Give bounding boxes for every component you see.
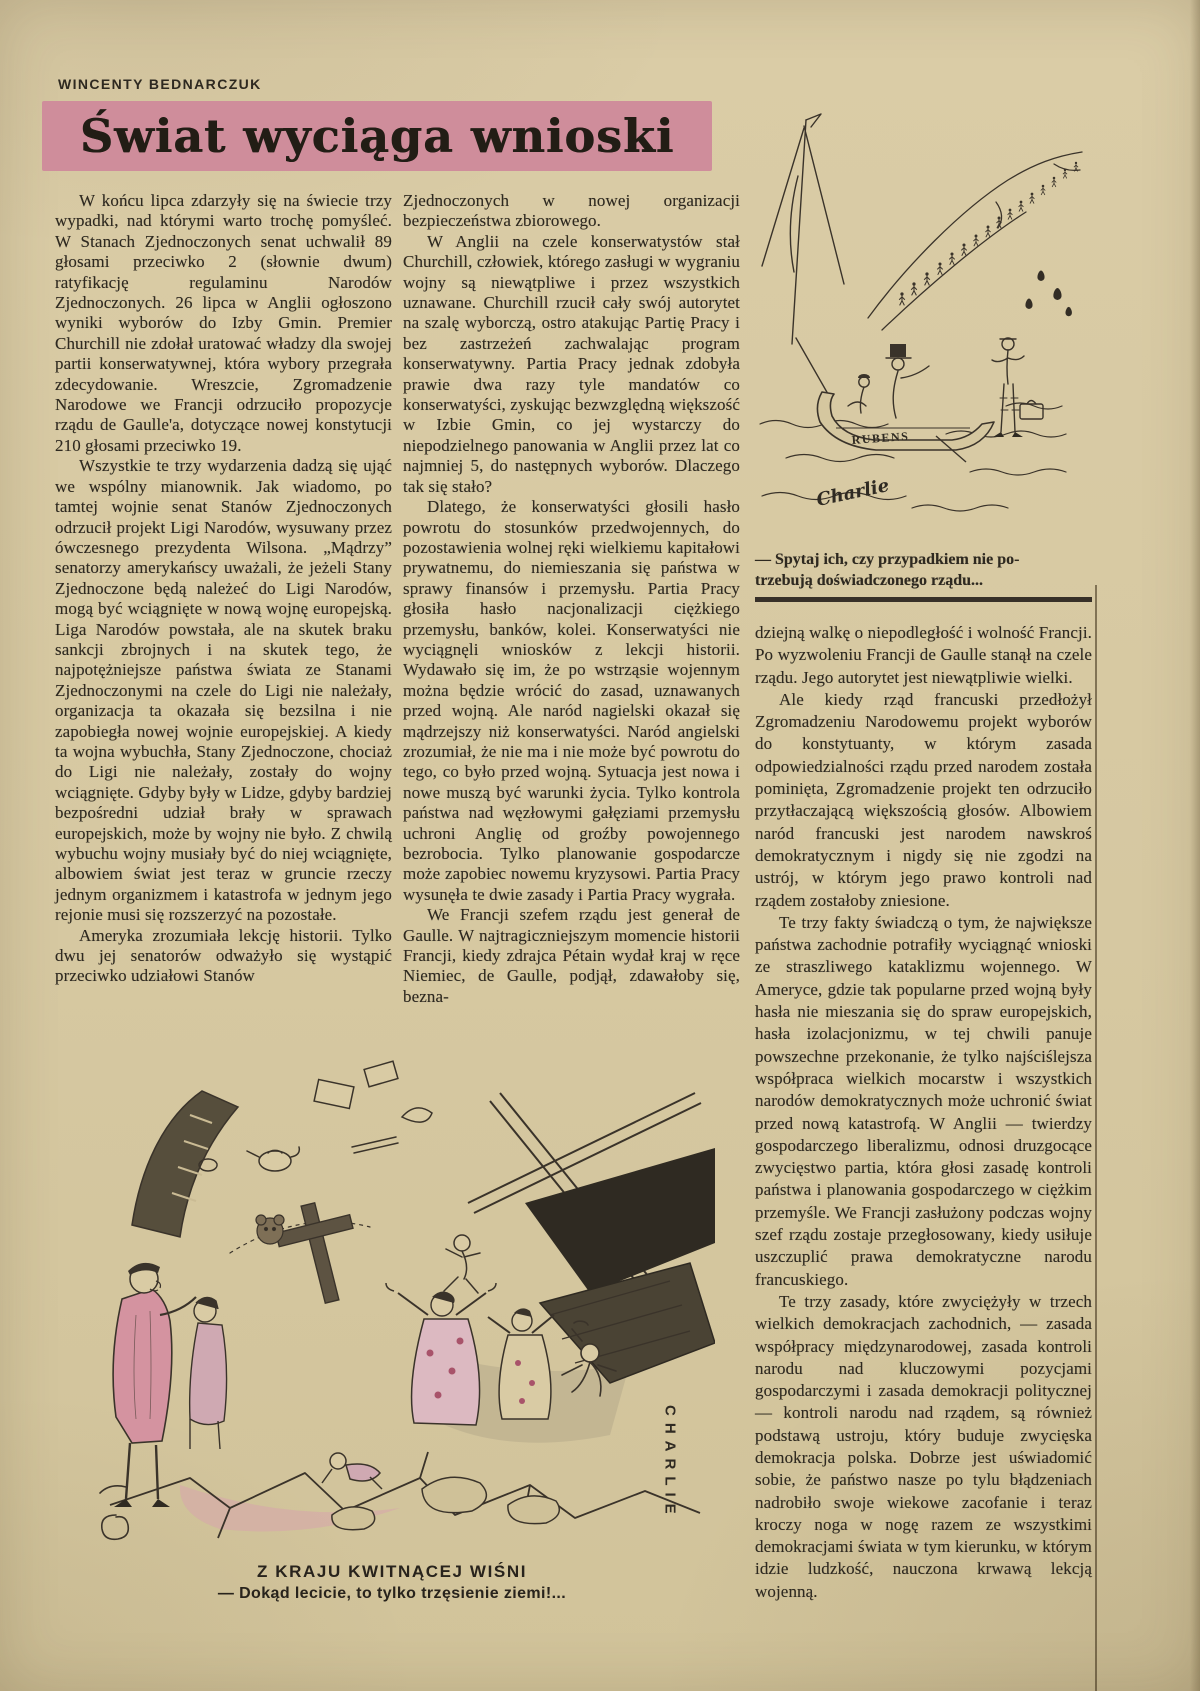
paragraph: Ameryka zrozumiała lekcję historii. Tylko dwu jej senatorów odważyło się wystąpić przeciwko udziałowi Stanów xyxy=(55,925,392,986)
earthquake-cartoon-caption xyxy=(72,1560,712,1605)
text-column-3 xyxy=(755,622,1092,1603)
paragraph: W końcu lipca zdarzyły się na świecie trzy wypadki, nad którymi warto trochę pomyśleć. W Stanach Zjednoczonych senat uchwalił 89 głosami przeciwko 2 (słownie dwum) ratyfikację regulaminu Narodów Zjednoczonych. 26 lipca w Anglii ogłoszono wyniki wyborów do Izby Gmin. Premier Churchill nie zdołał uratować władzy dla swojej partii konserwatywnej, która wybory przegrała zdecydowanie. Wreszcie, Zgromadzenie Narodowe we Francji odrzuciło propozycje rządu de Gaulle'a, dotyczące nowej konstytucji 210 głosami przeciwko 19. xyxy=(55,191,392,455)
kimono-lady xyxy=(386,1283,496,1425)
man-in-pink-coat xyxy=(113,1263,196,1507)
teddy-bear xyxy=(256,1215,284,1244)
paragraph: Ale kiedy rząd francuski przedłożył Zgromadzeniu Narodowemu projekt wyborów do konstytuanty, w którym zasada odpowiedzialności rządu przed narodem została pominięta, Zgromadzenie projekt ten odrzuciło przytłaczającą większością głosów. Albowiem naród francuski jest narodem nawskroś demokratycznym i nigdy się nie zgodzi na ustrój, w którym jego prawo kontroli nad rządem zostałoby zniesione. xyxy=(755,689,1092,910)
boat-cartoon-illustration xyxy=(756,106,1090,531)
paragraph: W Anglii na czele konserwatystów stał Churchill, człowiek, którego zasługi w wygraniu wojny są niewątpliwe i przez wszystkich uznawane. Churchill rzucił cały swój autorytet na szalę wyborczą, ostro atakując Partię Pracy i bez zastrzeżeń zachwalając program konserwatywny. Partia Pracy jednak zdobyła prawie dwa razy tyle mandatów co konserwatyści, zyskując bezwzględną większość w Izbie Gmin, co jej wystarczy do niepodzielnego panowania w Anglii przez lat co najmniej 5, do następnych wyborów. Dlaczego tak się stało? xyxy=(403,231,740,496)
spiral-flourish xyxy=(100,1486,128,1539)
text-column-2 xyxy=(403,191,740,1007)
water-waves xyxy=(760,403,1066,511)
paragraph: Te trzy zasady, które zwyciężyły w trzech wielkich demokracjach zachodnich, — zasada współpracy międzynarodowej, zasada kontroli narodu nad kluczowymi pozycjami gospodarczymi i zasada demokracji politycznej — kontroli narodu nad rządem, są również podstawą ustroju, który buduje zwycięska demokracja polska. Dobrze jest uświadomić sobie, że państwo nasze po tylu błądzeniach nadrobiło swoje wiekowe zacofanie i teraz kroczy noga w nogę razem ze wszystkimi demokracjami świata w tym kierunku, w którym idzie ludzkość, nauczona krwawą lekcją wojenną. xyxy=(755,1291,1092,1601)
woman-figure xyxy=(190,1297,227,1449)
author-byline: WINCENTY BEDNARCZUK xyxy=(58,76,262,92)
article-title: Świat wyciąga wnioski xyxy=(79,109,675,163)
boat-cartoon-svg xyxy=(756,106,1090,531)
caption-line: trzebują doświadczonego rządu... xyxy=(755,572,983,589)
title-banner xyxy=(42,101,712,171)
standing-figure-with-suitcase xyxy=(992,338,1043,437)
caption-text: — Dokąd lecicie, to tylko trzęsienie ziemi!... xyxy=(217,1585,567,1602)
rowboat xyxy=(817,392,994,462)
crawling-figure xyxy=(322,1453,382,1489)
paragraph: Dlatego, że konserwatyści głosili hasło powrotu do stosunków przedwojennych, do pozostawienia wolnej ręki wielkiemu kapitałowi prywatnemu, do niemieszania się państwa w sprawy finansów i przemysłu. Partia Pracy głosiła hasło nacjonalizacji ciężkiego przemysłu, banków, kolei. Konserwatyści nie wyciągnęli wniosków z lekcji historii. Wydawało się im, że po wstrząsie wojennym można będzie wrócić do zasad, uznawanych przed wojną. Ale naród nagielski okazał się mądrzejszy niż konserwatyści. Naród angielski zrozumiał, że nie ma i nie może być powrotu do tego, co było przed wojną. Sytuacja jest nowa i nowe muszą być warunki życia. Tylko kontrola państwa nad węzłowymi gałęziami przemysłu uchroni Anglię od groźby powojennego bezrobocia. Tylko planowanie gospodarcze może zapobiec nowemu kryzysowi. Partia Pracy wysunęła te dwie zasady i Partia Pracy wygrała. xyxy=(403,497,740,904)
procession-figures xyxy=(899,162,1078,306)
boat-name-label: RUBENS xyxy=(851,429,910,447)
earthquake-cartoon-illustration xyxy=(70,1053,715,1553)
paragraph: dziejną walkę o niepodległość i wolność Francji. Po wyzwoleniu Francji de Gaulle stanął na czele rządu. Jego autorytet jest niewątpliwie wielki. xyxy=(755,623,1092,687)
earthquake-cartoon-svg xyxy=(70,1053,715,1553)
collapsed-walls xyxy=(525,1148,715,1383)
boulders xyxy=(332,1477,559,1529)
text-column-1 xyxy=(55,191,392,987)
cartoonist-signature: Charlie xyxy=(814,475,892,511)
boat-cartoon-caption xyxy=(755,549,1092,591)
caption-line: — Spytaj ich, czy przypadkiem nie po- xyxy=(755,551,1020,568)
leaping-figure xyxy=(444,1235,480,1293)
page-fold-artifact xyxy=(1095,585,1097,1691)
paragraph: Zjednoczonych w nowej organizacji bezpieczeństwa zbiorowego. xyxy=(403,191,740,231)
cartoonist-signature-vertical: CHARLIE xyxy=(661,1405,679,1521)
page-edge-shade xyxy=(1190,0,1200,1691)
tilted-cross xyxy=(271,1195,369,1310)
section-divider xyxy=(755,597,1092,602)
mast-and-rigging xyxy=(762,114,844,394)
boat-passengers xyxy=(848,344,929,418)
paragraph: Te trzy fakty świadczą o tym, że największe państwa zachodnie potrafiły wyciągnąć wnioski ze straszliwego kataklizmu wojennego. W Ameryce, gdzie tak popularne przed wojną były hasła nie mieszania się do spraw europejskich, hasła izolacjonizmu, w tej chwili panuje powszechne przekonanie, że tylko najściślejsza współpraca wielkich mocarstw i wszystkich narodów demokratycznych może uchronić świat przed nową katastrofą. W Anglii — twierdzy gospodarczego liberalizmu, odnosi druzgocące zwycięstwo partia, która głosi zasadę kontroli państwa i planowania gospodarczego w ciężkim przemyśle. We Francji zasłużony podczas wojny szef rządu zostaje przegłosowany, kiedy usiłuje uszczuplić prawa demokratyczne narodu francuskiego. xyxy=(755,912,1092,1289)
penguin-figures xyxy=(1025,271,1071,317)
paragraph: Wszystkie te trzy wydarzenia dadzą się ująć we wspólny mianownik. Jak wiadomo, po tamtej wojnie senat Stanów Zjednoczonych odrzucił projekt Ligi Narodów, wysuwany przez ówczesnego prezydenta Wilsona. „Mądrzy” senatorzy amerykańscy uważali, że jeżeli Stany Zjednoczone będą należeć do Ligi Narodów, mogą być wciągnięte w nową wojnę europejską. Liga Narodów powstała, ale na skutek braku sankcji zbrojnych i na skutek tego, że najpotężniejsze państwa świata ze Stanami Zjednoczonymi na czele do Ligi nie należały, organizacja ta okazała się bezsilna i nie zapobiegła nowej wojnie europejskiej. A kiedy ta wojna wybuchła, Stany Zjednoczone, chociaż do Ligi nie należały, zostały do wojny wciągnięte. Gdyby były w Lidze, gdyby bardziej bezpośredni udział brały w sprawach europejskich, może by wojny nie było. Z chwilą wybuchu wojny musiały być do niej wciągnięte, albowiem świat jest teraz w gruncie rzeczy jednym organizmem i katastrofa w jednym jego rejonie musi się rozszerzyć na pozostałe. xyxy=(55,456,392,925)
dark-banner xyxy=(132,1091,238,1237)
caption-title: Z KRAJU KWITNĄCEJ WIŚNI xyxy=(256,1562,528,1581)
paragraph: We Francji szefem rządu jest generał de Gaulle. W najtragiczniejszym momencie historii Francji, kiedy zdrajca Pétain wydał kraj w ręce Niemiec, de Gaulle, podjął, zdawałoby się, bezna- xyxy=(403,905,740,1006)
